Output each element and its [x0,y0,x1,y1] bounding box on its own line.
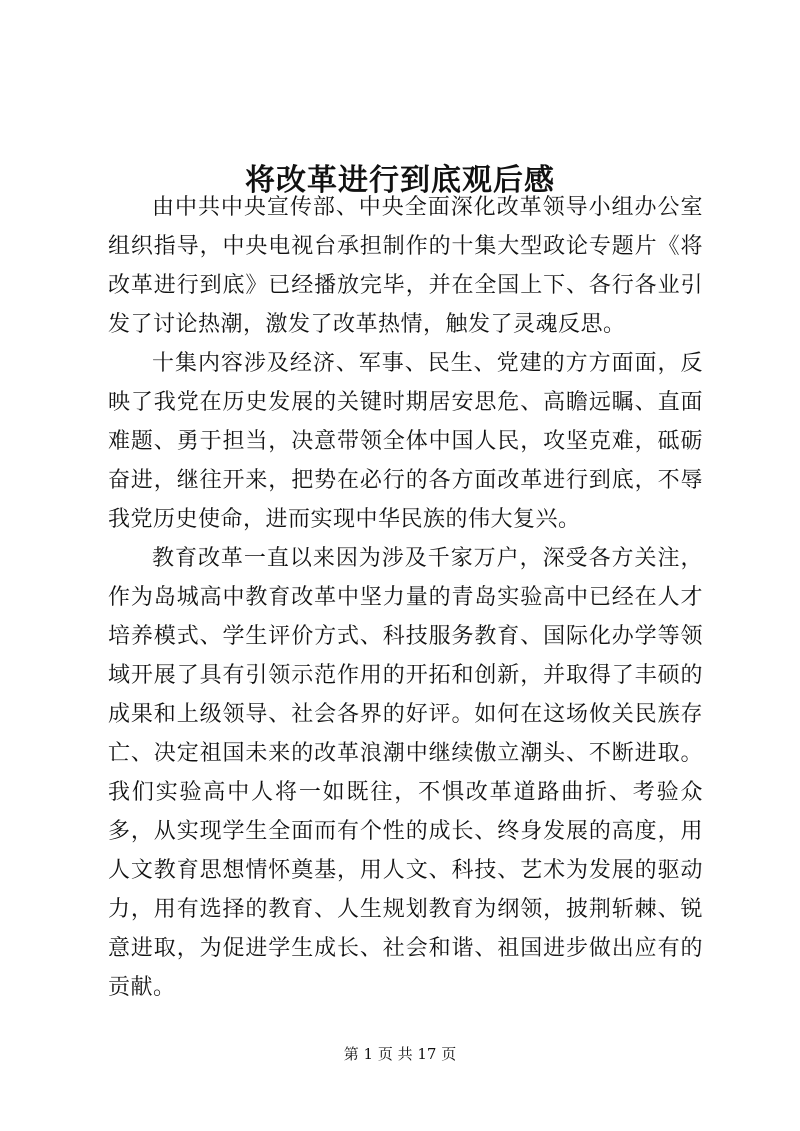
page-footer: 第 1 页 共 17 页 [343,1045,457,1063]
paragraph-2: 十集内容涉及经济、军事、民生、党建的方方面面，反映了我党在历史发展的关键时期居安思危、高瞻远瞩、直面难题、勇于担当，决意带领全体中国人民，攻坚克难，砥砺奋进，继往开来，把势在必行的各方面改革进行到底，不辱我党历史使命，进而实现中华民族的伟大复兴。 [108,351,703,532]
document-body [108,188,703,1007]
paragraph-3: 教育改革一直以来因为涉及千家万户，深受各方关注，作为岛城高中教育改革中坚力量的青岛实验高中已经在人才培养模式、学生评价方式、科技服务教育、国际化办学等领域开展了具有引领示范作用的开拓和创新，并取得了丰硕的成果和上级领导、社会各界的好评。如何在这场攸关民族存亡、决定祖国未来的改革浪潮中继续傲立潮头、不断进取。我们实验高中人将一如既往，不惧改革道路曲折、考验众多，从实现学生全面而有个性的成长、终身发展的高度，用人文教育思想情怀奠基，用人文、科技、艺术为发展的驱动力，用有选择的教育、人生规划教育为纲领，披荆斩棘、锐意进取，为促进学生成长、社会和谐、祖国进步做出应有的贡献。 [108,546,703,1000]
paragraph-1: 由中共中央宣传部、中央全面深化改革领导小组办公室组织指导，中央电视台承担制作的十集大型政论专题片《将改革进行到底》已经播放完毕，并在全国上下、各行各业引发了讨论热潮，激发了改革热情，触发了灵魂反思。 [108,195,703,337]
document-title: 将改革进行到底观后感 [245,163,555,199]
